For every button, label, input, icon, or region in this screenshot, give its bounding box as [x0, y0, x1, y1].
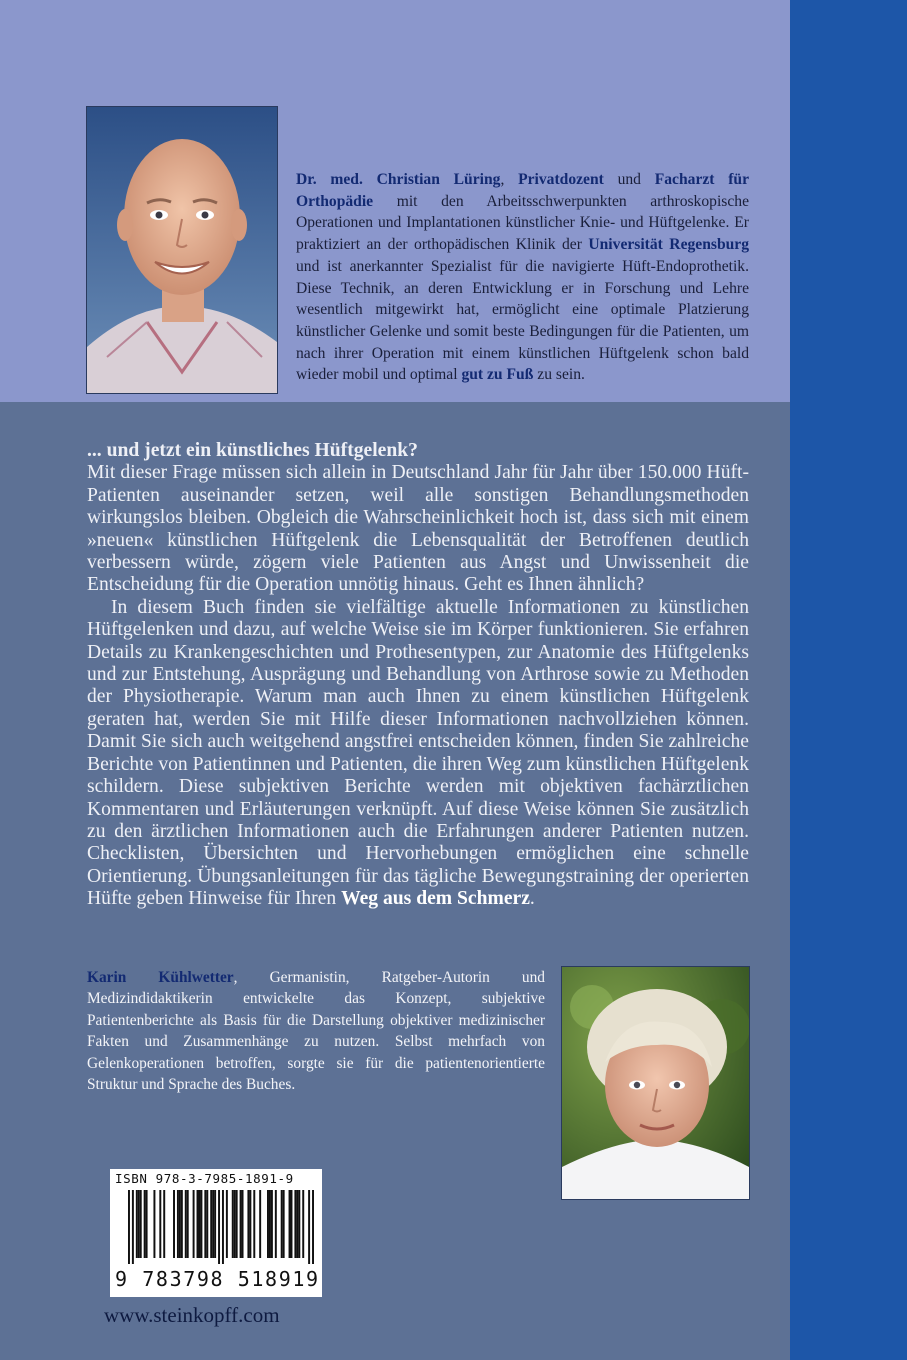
barcode-bar	[240, 1190, 242, 1258]
barcode-bar	[249, 1190, 251, 1258]
barcode-bar	[222, 1190, 224, 1264]
barcode-bar	[312, 1190, 314, 1264]
bio-text: mit den Arbeitsschwerpunkten arthroskopische Operationen und Implantationen künstlicher Knie- und Hüftgelenke. Er praktiziert an der orthopädischen Klinik der	[296, 192, 749, 254]
barcode-bar	[173, 1190, 175, 1258]
bio-text: ,	[500, 171, 519, 188]
barcode-bar	[179, 1190, 181, 1258]
author-bio-luering	[296, 169, 749, 386]
barcode-bar	[298, 1190, 300, 1258]
barcode-bar	[283, 1190, 285, 1258]
bio-text: , Germanistin, Ratgeber-Autorin und Medizindidaktikerin entwickelte das Konzept, subjektive Patientenberichte als Basis für die Darstellung objektiver medizinischer Fakten und Zusammenhänge zu nutzen. Selbst mehrfach von Gelenkoperationen betroffen, sorgte sie für die patientenorientierte Struktur und Sprache des Buches.	[87, 969, 545, 1094]
barcode-bar	[187, 1190, 189, 1258]
author-name-luering: Dr. med. Christian Lüring	[296, 171, 501, 188]
barcode-bar	[144, 1190, 146, 1258]
barcode-bar	[132, 1190, 134, 1264]
barcode-bar	[259, 1190, 261, 1258]
barcode-bar	[269, 1190, 271, 1258]
barcode-bar	[153, 1190, 155, 1258]
barcode-bar	[253, 1190, 255, 1258]
barcode-bar	[214, 1190, 216, 1258]
blurb-paragraph-2	[87, 597, 749, 911]
bio-text: und ist anerkannter Spezialist für die navigierte Hüft-Endoprothetik. Diese Technik, an deren Entwicklung er in Forschung und Lehre wesentlich mitgewirkt hat, ermöglicht eine optimale Platzierung künstlicher Gelenke und somit beste Bedingungen für die Patienten, um nach ihrer Operation mit einem künstlichen Hüftgelenk schon bald wieder mobil und optimal	[296, 257, 749, 384]
barcode-bars	[128, 1190, 314, 1264]
author-name-kuehlwetter: Karin Kühlwetter	[87, 969, 234, 986]
barcode-bar	[212, 1190, 214, 1258]
barcode-bar	[210, 1190, 212, 1258]
bio-text: zu sein.	[533, 366, 585, 384]
barcode-bar	[140, 1190, 142, 1258]
barcode-bar	[275, 1190, 277, 1258]
barcode-bar	[197, 1190, 199, 1258]
author-title-privatdozent: Privatdozent	[518, 171, 604, 188]
barcode-bar	[146, 1190, 148, 1258]
barcode-bar	[234, 1190, 236, 1258]
barcode-bar	[294, 1190, 296, 1258]
author-photo-kuehlwetter	[561, 966, 750, 1200]
blurb-headline: ... und jetzt ein künstliches Hüftgelenk?	[87, 440, 418, 461]
author-bio-kuehlwetter	[87, 967, 545, 1095]
barcode-bar	[181, 1190, 183, 1258]
barcode-bar	[177, 1190, 179, 1258]
barcode-bar	[296, 1190, 298, 1258]
barcode-bar	[267, 1190, 269, 1258]
barcode-bar	[236, 1190, 238, 1258]
barcode-bar	[218, 1190, 220, 1264]
barcode-bar	[291, 1190, 293, 1258]
barcode-bar	[271, 1190, 273, 1258]
barcode-bar	[226, 1190, 228, 1258]
barcode-bar	[289, 1190, 291, 1258]
barcode-bar	[308, 1190, 310, 1264]
barcode-bar	[242, 1190, 244, 1258]
barcode-bar	[281, 1190, 283, 1258]
barcode-bar	[138, 1190, 140, 1258]
barcode-bar	[247, 1190, 249, 1258]
bio-text: und	[603, 171, 655, 188]
barcode-bar	[159, 1190, 161, 1258]
author-title-facharzt: Facharzt für Orthopädie	[296, 171, 750, 210]
barcode-bar	[206, 1190, 208, 1258]
university-name: Universität Regensburg	[588, 236, 750, 254]
barcode-bar	[232, 1190, 234, 1258]
barcode-bar	[136, 1190, 138, 1258]
blurb-paragraph-1: Mit dieser Frage müssen sich allein in Deutschland Jahr für Jahr über 150.000 Hüft-Patienten auseinander setzen, weil alle sonstigen Behandlungsmethoden wirkungslos bleiben. Obgleich die Wahrscheinlichkeit hoch ist, dass sich mit einem »neuen« künstlichen Hüftgelenk die Lebensqualität der Betroffenen deutlich verbessern würde, zögern viele Patienten aus Angst und Unwissenheit die Entscheidung für die Operation unnötig hinaus. Geht es Ihnen ähnlich?	[87, 462, 749, 596]
ean-number: 9 783798 518919	[115, 1267, 320, 1291]
blurb-paragraph-2-text: In diesem Buch finden sie vielfältige aktuelle Informationen zu künstlichen Hüftgelenken und dazu, auf welche Weise sie im Körper funktionieren. Sie erfahren Details zu Krankengeschichten und Prothesentypen, zur Anatomie des Hüftgelenks und zur Entstehung, Ausprägung und Behandlung von Arthrose sowie zu Methoden der Physiotherapie. Warum man auch Ihnen zu einem künstlichen Hüftgelenk geraten hat, werden Sie mit Hilfe dieser Informationen nachvollziehen können. Damit Sie sich auch weitgehend angstfrei entscheiden können, finden Sie zahlreiche Berichte von Patientinnen und Patienten, die ihren Weg zum künstlichen Hüftgelenk schildern. Diese subjektiven Berichte werden mit objektiven fachärztlichen Kommentaren und Erläuterungen verknüpft. Auf diese Weise können Sie zusätzlich zu den ärztlichen Informationen auch die Erfahrungen anderer Patienten nutzen. Checklisten, Übersichten und Hervorhebungen ermöglichen eine schnelle Orientierung. Übungsanleitungen für das tägliche Bewegungstraining der operierten Hüfte geben Hinweise für Ihren	[87, 596, 749, 910]
author-photo-luering	[86, 106, 278, 394]
blurb-text	[87, 440, 749, 911]
barcode-bar	[185, 1190, 187, 1258]
barcode-bar	[128, 1190, 130, 1264]
barcode-bar	[204, 1190, 206, 1258]
spine-strip	[790, 0, 907, 1360]
bio-emphasis: gut zu Fuß	[461, 366, 534, 384]
barcode-bar	[302, 1190, 304, 1258]
publisher-website[interactable]: www.steinkopff.com	[104, 1303, 280, 1327]
barcode-bar	[193, 1190, 195, 1258]
blurb-emphasis: Weg aus dem Schmerz	[341, 888, 530, 910]
blurb-paragraph-2-end: .	[529, 888, 535, 910]
barcode-bar	[200, 1190, 202, 1258]
barcode-bar	[198, 1190, 200, 1258]
isbn-number: ISBN 978-3-7985-1891-9	[115, 1171, 294, 1186]
barcode-bar	[163, 1190, 165, 1258]
isbn-barcode	[110, 1169, 322, 1297]
